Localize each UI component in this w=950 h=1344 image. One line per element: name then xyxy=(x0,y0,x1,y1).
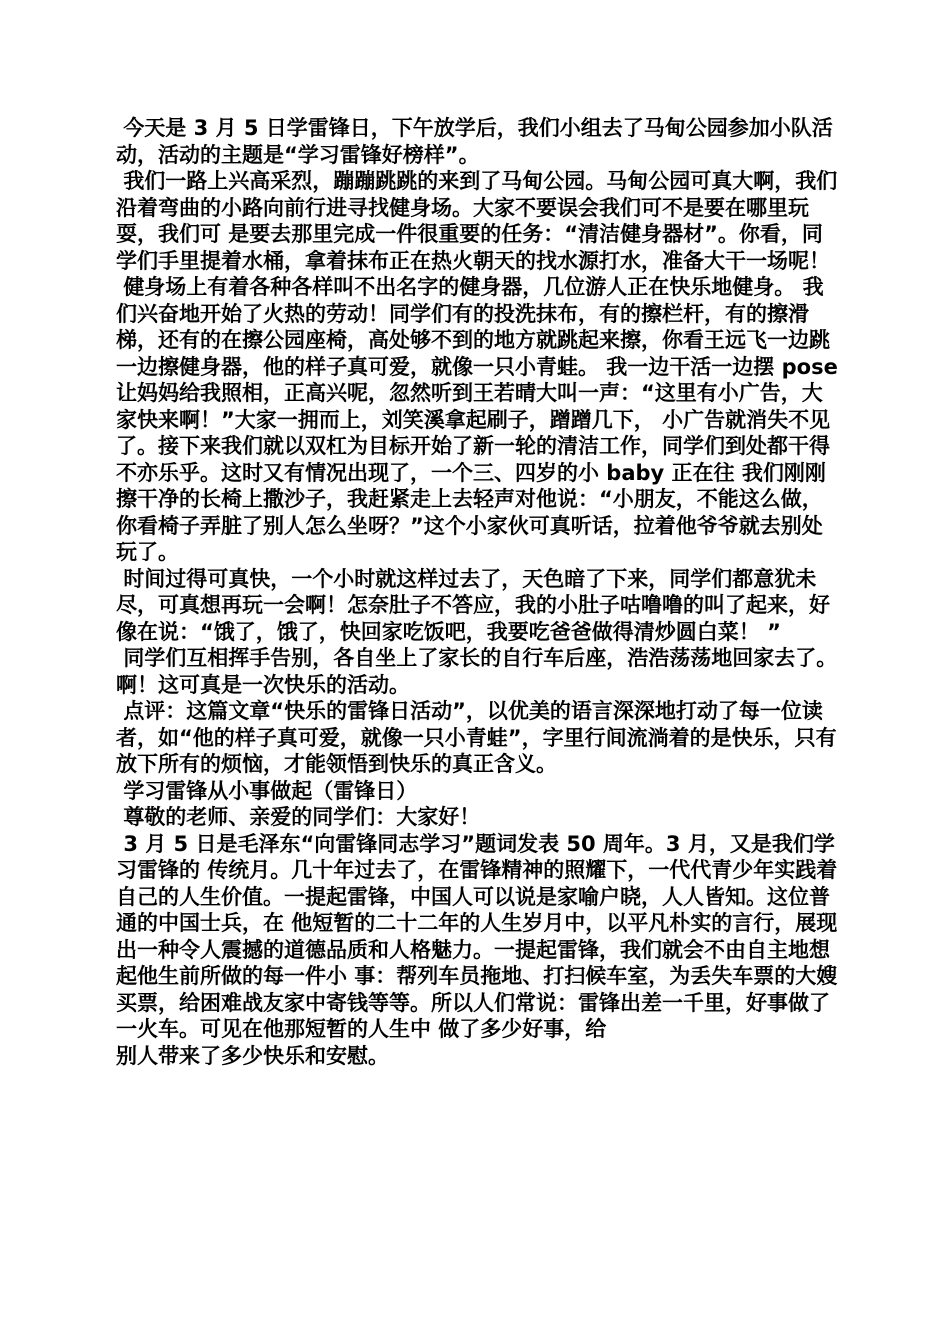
paragraph-time-passes: 时间过得可真快，一个小时就这样过去了，天色暗了下来，同学们都意犹未尽，可真想再玩一会啊！怎奈肚子不答应，我的小肚子咕噜噜的叫了起来，好像在说：“饿了，饿了，快回家吃饭吧，我要吃爸爸做得清炒圆白菜！ ” xyxy=(116,566,830,644)
paragraph-farewell: 同学们互相挥手告别，各自坐上了家长的自行车后座，浩浩荡荡地回家去了。啊！这可真是一次快乐的活动。 xyxy=(116,646,838,697)
paragraph-speech-body: 3 月 5 日是毛泽东“向雷锋同志学习”题词发表 50 周年。3 月，又是我们学习雷锋的 传统月。几十年过去了，在雷锋精神的照耀下，一代代青少年实践着自己的人生价值。一提起雷锋，中国人可以说是家喻户晓，人人皆知。这位普通的中国士兵，在 他短暂的二十二年的人生岁月中，以平凡朴实的言行，展现出一种令人震撼的道德品质和人格魅力。一提起雷锋，我们就会不由自主地想起他生前所做的每一件小 事：帮列车员拖地、打扫候车室，为丢失车票的大嫂买票，给困难战友家中寄钱等等。所以人们常说：雷锋出差一千里，好事做了一火车。可见在他那短暂的人生中 做了多少好事，给 xyxy=(116,831,838,1041)
section-heading: 学习雷锋从小事做起（雷锋日） xyxy=(116,778,418,803)
paragraph-closing-line: 别人带来了多少快乐和安慰。 xyxy=(116,1043,389,1068)
paragraph-cleaning-equipment: 健身场上有着各种各样叫不出名字的健身器，几位游人正在快乐地健身。 我们兴奋地开始了火热的劳动！同学们有的投洗抹布，有的擦栏杆，有的擦滑梯，还有的在擦公园座椅，高处够不到的地方就跳起来擦，你看王远飞一边跳一边擦健身器，他的样子真可爱，就像一只小青蛙。 我一边干活一边摆 pose 让妈妈给我照相，正高兴呢，忽然听到王若晴大叫一声：“这里有小广告，大家快来啊！”大家一拥而上，刘笑溪拿起刷子，蹭蹭几下， 小广告就消失不见了。接下来我们就以双杠为目标开始了新一轮的清洁工作，同学们到处都干得不亦乐乎。这时又有情况出现了，一个三、四岁的小 baby 正在往 我们刚刚擦干净的长椅上撒沙子，我赶紧走上去轻声对他说：“小朋友，不能这么做，你看椅子弄脏了别人怎么坐呀？”这个小家伙可真听话，拉着他爷爷就去别处 玩了。 xyxy=(116,275,846,564)
paragraph-greeting: 尊敬的老师、亲爱的同学们：大家好！ xyxy=(116,805,481,829)
paragraph-park-arrival: 我们一路上兴高采烈，蹦蹦跳跳的来到了马甸公园。马甸公园可真大啊，我们沿着弯曲的小路向前行进寻找健身场。大家不要误会我们可不是要在哪里玩耍，我们可 是要去那里完成一件很重要的任务：“清洁健身器材”。你看，同学们手里提着水桶，拿着抹布正在热火朝天的找水源打水，准备大干一场呢！ xyxy=(116,169,838,273)
document-page xyxy=(116,115,846,1069)
paragraph-comment: 点评：这篇文章“快乐的雷锋日活动”，以优美的语言深深地打动了每一位读者，如“他的样子真可爱，就像一只小青蛙”，字里行间流淌着的是快乐，只有放下所有的烦恼，才能领悟到快乐的真正含义。 xyxy=(116,699,837,776)
paragraph-leifeng-day-intro: 今天是 3 月 5 日学雷锋日，下午放学后，我们小组去了马甸公园参加小队活动，活动的主题是“学习雷锋好榜样”。 xyxy=(116,116,833,167)
